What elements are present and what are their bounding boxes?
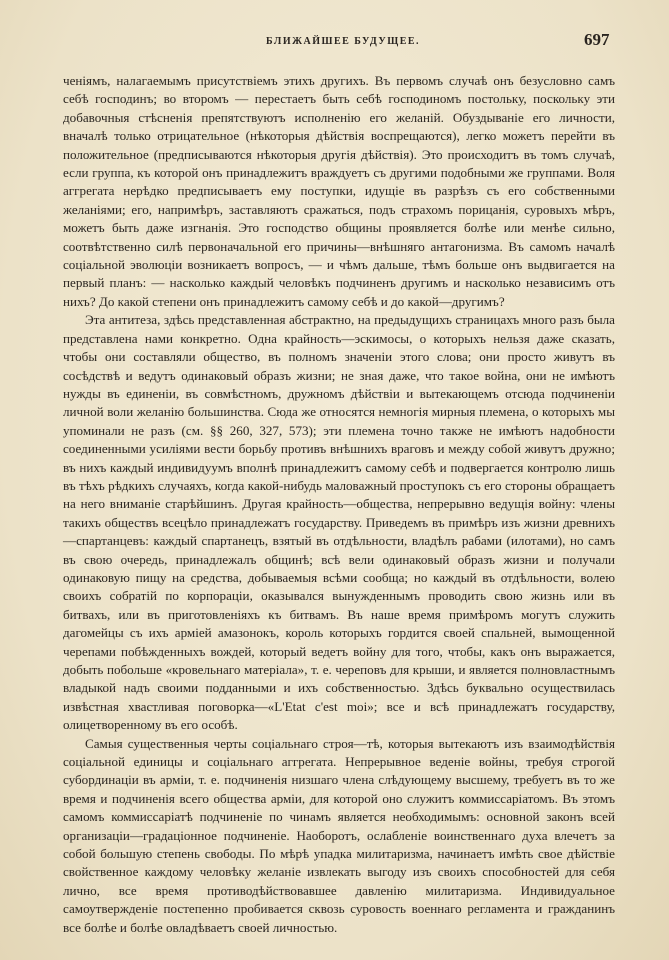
paragraph-continued: ченіямъ, налагаемымъ присутствіемъ этихъ другихъ. Въ первомъ случаѣ онъ безусловно самъ себѣ господинъ; во второмъ — перестаетъ быть себѣ господиномъ постольку, поскольку эти добавочныя стѣсненія препятствуютъ исполненію его желаній. Обуздываніе его личности, вначалѣ только отрицательное (нѣкоторыя дѣйствія воспрещаются), легко можетъ перейти въ положительное (предписываются нѣкоторыя другія дѣйствія). Это происходитъ въ томъ случаѣ, если группа, къ которой онъ принадлежитъ враждуетъ съ другими подобными же группами. Воля аггрегата нерѣдко предписываетъ ему поступки, идущіе въ разрѣзъ съ его собственными желаніями; его, напримѣръ, заставляютъ сражаться, подъ страхомъ порицанія, суровыхъ мѣръ, можетъ быть даже изгнанія. Это господство общины проявляется болѣе или менѣе сильно, соотвѣтственно силѣ первоначальной его причины—внѣшняго антагонизма. Въ самомъ началѣ соціальной эволюціи возникаетъ вопросъ, — и чѣмъ дальше, тѣмъ больше онъ выдвигается на первый планъ: — насколько каждый человѣкъ подчиненъ другимъ и насколько независимъ отъ нихъ? До какой степени онъ принадлежитъ самому себѣ и до какой—другимъ? bbox=[63, 73, 615, 309]
paragraph-social-structure: Самыя существенныя черты соціальнаго строя—тѣ, которыя вытекаютъ изъ взаимодѣйствія соціальной единицы и соціальнаго аггрегата. Непрерывное веденіе войны, требуя строгой субординаціи въ арміи, т. е. подчиненія низшаго члена слѣдующему высшему, требуетъ въ то же время и подчиненія всего общества арміи, для которой оно служитъ коммиссаріатомъ. Въ этомъ самомъ коммиссаріатѣ подчиненіе по чинамъ является необходимымъ: основной законъ всей организаціи—градаціонное подчиненіе. Наоборотъ, ослабленіе воинственнаго духа влечетъ за собой большую степень свободы. По мѣрѣ упадка милитаризма, начинаетъ имѣть свое дѣйствіе свойственное каждому человѣку желаніе извлекать выгоду изъ своихъ способностей для себя лично, все время противодѣйствовавшее давленію милитаризма. Индивидуальное самоутвержденіе постепенно пробивается сквозь суровость военнаго регламента и гражданинъ все болѣе и болѣе овладѣваетъ своей личностью. bbox=[63, 735, 615, 935]
page-number: 697 bbox=[584, 30, 610, 49]
paragraph-antithesis: Эта антитеза, здѣсь представленная абстрактно, на предыдущихъ страницахъ много разъ была представлена нами конкретно. Одна крайность—эскимосы, о которыхъ нельзя даже сказать, чтобы они составляли общество, въ полномъ значеніи этого слова; они просто живутъ въ сосѣдствѣ и ведутъ одинаковый образъ жизни; не зная даже, что такое война, они не имѣютъ нужды въ единеніи, въ совмѣстномъ, дружномъ дѣйствіи и вытекающемъ отсюда подчиненіи личной воли желанію большинства. Сюда же относятся немногія мирныя племена, о которыхъ мы упоминали не разъ (см. §§ 260, 327, 573); эти племена точно также не имѣютъ надобности соединенными усиліями вести борьбу противъ внѣшнихъ враговъ и между собой живутъ дружно; въ нихъ каждый индивидуумъ вполнѣ принадлежитъ самому себѣ и подвергается контролю лишь въ тѣхъ рѣдкихъ случаяхъ, когда какой-нибудь маловажный проступокъ съ его стороны обращаетъ на него вниманіе старѣйшинъ. Другая крайность—общества, непрерывно ведущія войну: члены такихъ обществъ всецѣло принадлежатъ государству. Приведемъ въ примѣръ изъ жизни древнихъ—спартанцевъ: каждый спартанецъ, взятый въ отдѣльности, владѣлъ рабами (илотами), но самъ въ свою очередь, принадлежалъ общинѣ; всѣ вели одинаковый образъ жизни и получали одинаковую пищу на средства, добываемыя всѣми сообща; но каждый въ отдѣльности, волею своихъ собратій по корпораціи, оказывался вынужденнымъ проводить свою жизнь или въ битвахъ, или въ приготовленіяхъ къ битвамъ. Въ наше время примѣромъ могутъ служить дагомейцы съ ихъ арміей амазонокъ, король которыхъ гордится своей спальней, вымощенной черепами побѣжденныхъ вождей, который ведетъ войну для того, чтобы, какъ онъ выражается, добыть побольше «кровельнаго матеріала», т. е. череповъ для крыши, и является полновластнымъ владыкой надъ своими подданными и ихъ собственностью. Здѣсь буквально осуществилась извѣстная хвастливая поговорка—«L'Etat c'est moi»; все и всѣ принадлежатъ государству, олицетворенному въ его особѣ. bbox=[63, 312, 615, 733]
running-title: БЛИЖАЙШЕЕ БУДУЩЕЕ. bbox=[266, 36, 421, 47]
body-text bbox=[63, 72, 615, 937]
